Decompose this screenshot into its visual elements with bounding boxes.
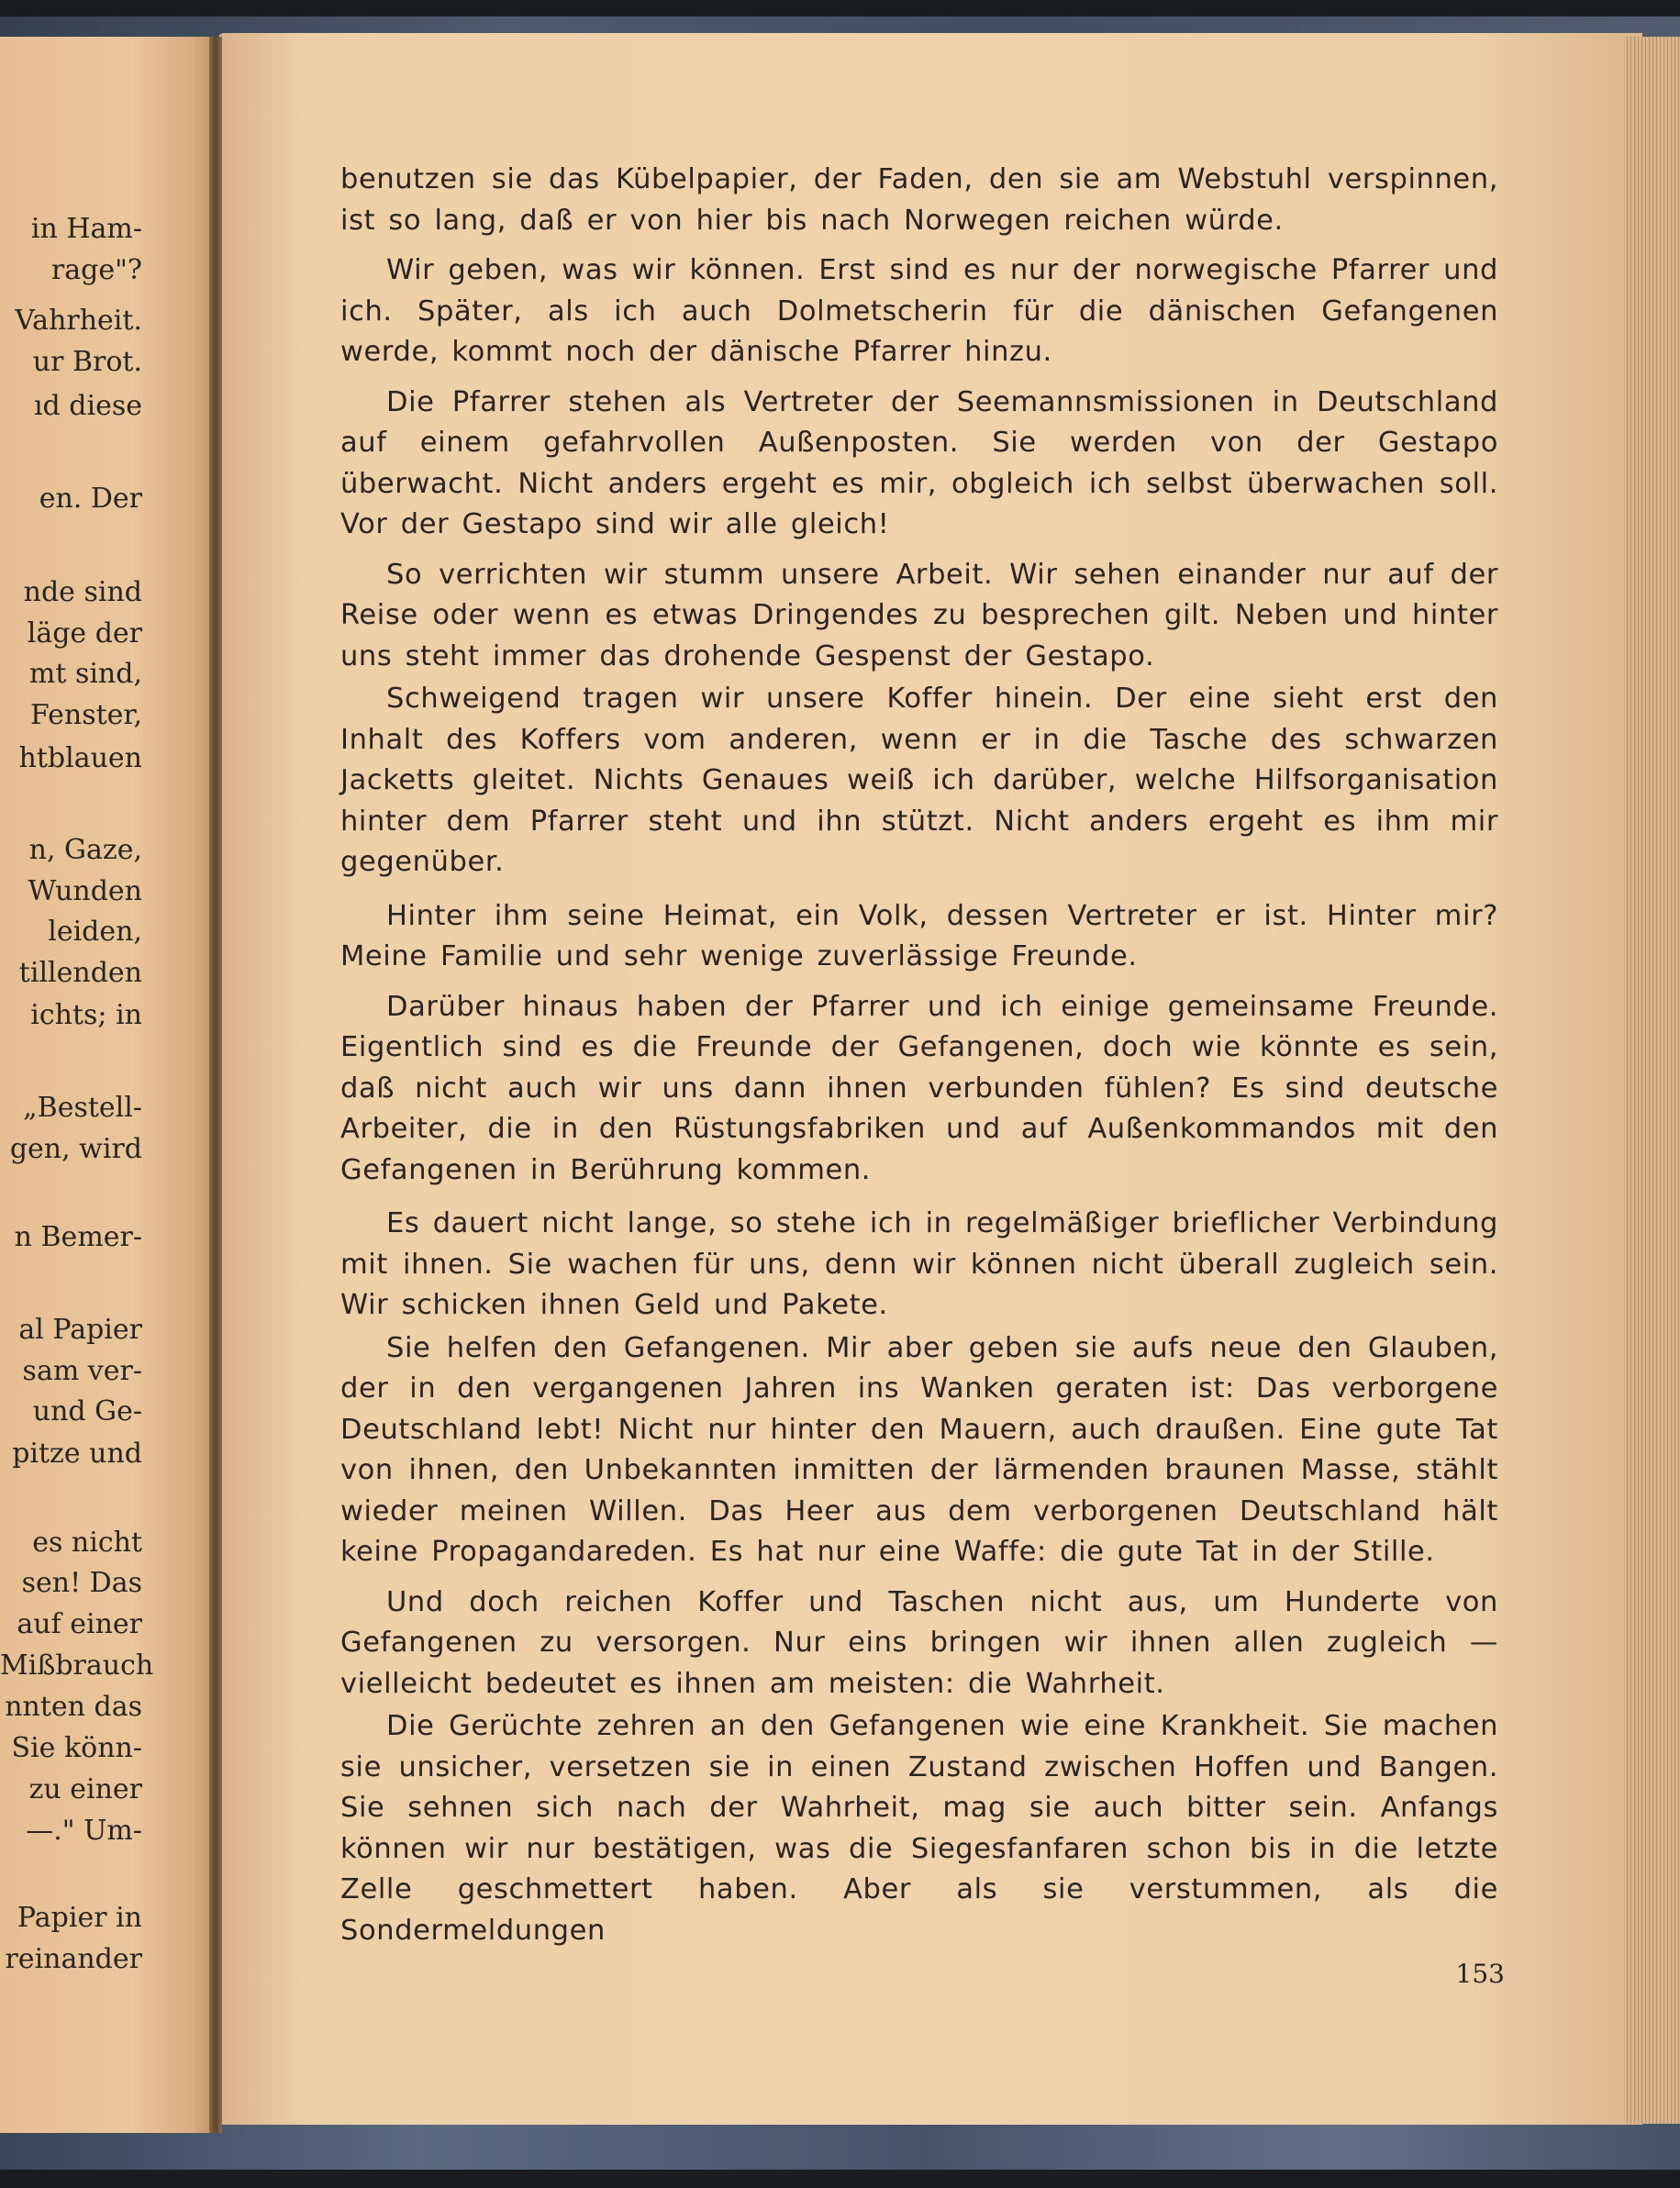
left-line: und Ge- xyxy=(32,1395,142,1427)
left-line: sen! Das xyxy=(21,1567,142,1599)
paragraph: Die Gerüchte zehren an den Gefangenen wie eine Krankheit. Sie machen sie unsicher, versetzen sie in einen Zustand zwischen Hoffen und Bangen. Sie sehnen sich nach der Wahrheit, mag sie auch bitter sein. Anfangs können wir nur bestätigen, was die Siegesfanfaren schon bis in die letzte Zelle geschmettert haben. Aber als sie verstummen, als die Sondermeldungen xyxy=(340,1710,1498,1947)
left-line: nnten das xyxy=(5,1691,142,1723)
left-line: tillenden xyxy=(18,957,142,989)
left-line: „Bestell- xyxy=(23,1092,142,1124)
left-page-text xyxy=(0,37,218,2133)
left-page xyxy=(0,37,218,2133)
right-page-text xyxy=(340,160,1498,1951)
paragraph: Die Pfarrer stehen als Vertreter der Seemannsmissionen in Deutschland auf einem gefahrvollen Außenposten. Sie werden von der Gestapo überwacht. Nicht anders ergeht es mir, obgleich ich selbst überwachen soll. Vor der Gestapo sind wir alle gleich! xyxy=(340,385,1498,540)
paragraph: Und doch reichen Koffer und Taschen nicht aus, um Hunderte von Gefangenen zu versorgen. Nur eins bringen wir ihnen allen zugleich — vielleicht bedeutet es ihnen am meisten: die Wahrheit. xyxy=(340,1585,1498,1700)
left-line: n Bemer- xyxy=(14,1221,142,1253)
left-line: ıd diese xyxy=(33,390,142,422)
paragraph: benutzen sie das Kübelpapier, der Faden, den sie am Webstuhl verspinnen, ist so lang, daß er von hier bis nach Norwegen reichen würde. xyxy=(340,163,1498,237)
paragraph: Sie helfen den Gefangenen. Mir aber geben sie aufs neue den Glauben, der in den vergangenen Jahren ins Wanken geraten ist: Das verborgene Deutschland lebt! Nicht nur hinter den Mauern, auch draußen. Eine gute Tat von ihnen, den Unbekannten inmitten der lärmenden braunen Masse, stählt wieder meinen Willen. Das Heer aus dem verborgenen Deutschland hält keine Propagandareden. Es hat nur eine Waffe: die gute Tat in der Stille. xyxy=(340,1331,1498,1568)
left-line: al Papier xyxy=(18,1314,142,1346)
paragraph: Es dauert nicht lange, so stehe ich in regelmäßiger brieflicher Verbindung mit ihnen. Sie wachen für uns, denn wir können nicht überall zugleich sein. Wir schicken ihnen Geld und Pakete. xyxy=(340,1207,1498,1321)
left-line: Wunden xyxy=(28,875,142,907)
left-line: htblauen xyxy=(18,742,142,774)
left-line: en. Der xyxy=(39,483,142,515)
left-line: leiden, xyxy=(48,916,142,948)
page-number: 153 xyxy=(1455,1959,1505,1989)
paragraph: Wir geben, was wir können. Erst sind es nur der norwegische Pfarrer und ich. Später, als ich auch Dolmetscherin für die dänischen Gefangenen werde, kommt noch der dänische Pfarrer hinzu. xyxy=(340,254,1498,368)
left-line: zu einer xyxy=(28,1773,142,1805)
left-line: Mißbrauch xyxy=(0,1649,154,1682)
left-line: sam ver- xyxy=(22,1355,142,1387)
left-line: in Ham- xyxy=(30,213,142,245)
left-line: rage"? xyxy=(50,254,142,286)
paragraph: Darüber hinaus haben der Pfarrer und ich einige gemeinsame Freunde. Eigentlich sind es die Freunde der Gefangenen, doch wie könnte es sein, daß nicht auch wir uns dann ihnen verbunden fühlen? Es sind deutsche Arbeiter, die in den Rüstungsfabriken und auf Außenkommandos mit den Gefangenen in Berührung kommen. xyxy=(340,990,1498,1186)
left-line: läge der xyxy=(27,617,142,650)
left-line: reinander xyxy=(5,1943,142,1975)
left-line: nde sind xyxy=(23,576,142,608)
left-line: auf einer xyxy=(17,1608,142,1640)
left-line: ur Brot. xyxy=(32,346,142,378)
left-line: mt sind, xyxy=(28,658,142,690)
left-line: Vahrheit. xyxy=(15,305,142,337)
paragraph: Hinter ihm seine Heimat, ein Volk, dessen Vertreter er ist. Hinter mir? Meine Familie und sehr wenige zuverlässige Freunde. xyxy=(340,899,1498,972)
left-line: Sie könn- xyxy=(11,1732,142,1764)
left-line: —." Um- xyxy=(26,1815,142,1847)
left-line: ichts; in xyxy=(30,999,142,1031)
left-line: Fenster, xyxy=(29,699,142,731)
left-line: gen, wird xyxy=(9,1133,142,1165)
page-edges xyxy=(1624,37,1680,2124)
left-line: es nicht xyxy=(32,1527,142,1559)
paragraph: So verrichten wir stumm unsere Arbeit. Wir sehen einander nur auf der Reise oder wenn es etwas Dringendes zu besprechen gilt. Neben und hinter uns steht immer das drohende Gespenst der Gestapo. xyxy=(340,558,1498,672)
left-line: pitze und xyxy=(12,1438,142,1470)
paragraph: Schweigend tragen wir unsere Koffer hinein. Der eine sieht erst den Inhalt des Koffers vom anderen, wenn er in die Tasche des schwarzen Jacketts gleitet. Nichts Genaues weiß ich darüber, welche Hilfsorganisation hinter dem Pfarrer steht und ihn stützt. Nicht anders ergeht es ihm mir gegenüber. xyxy=(340,683,1498,878)
left-line: n, Gaze, xyxy=(28,834,142,866)
book-gutter xyxy=(209,37,222,2133)
left-line: Papier in xyxy=(17,1902,142,1934)
